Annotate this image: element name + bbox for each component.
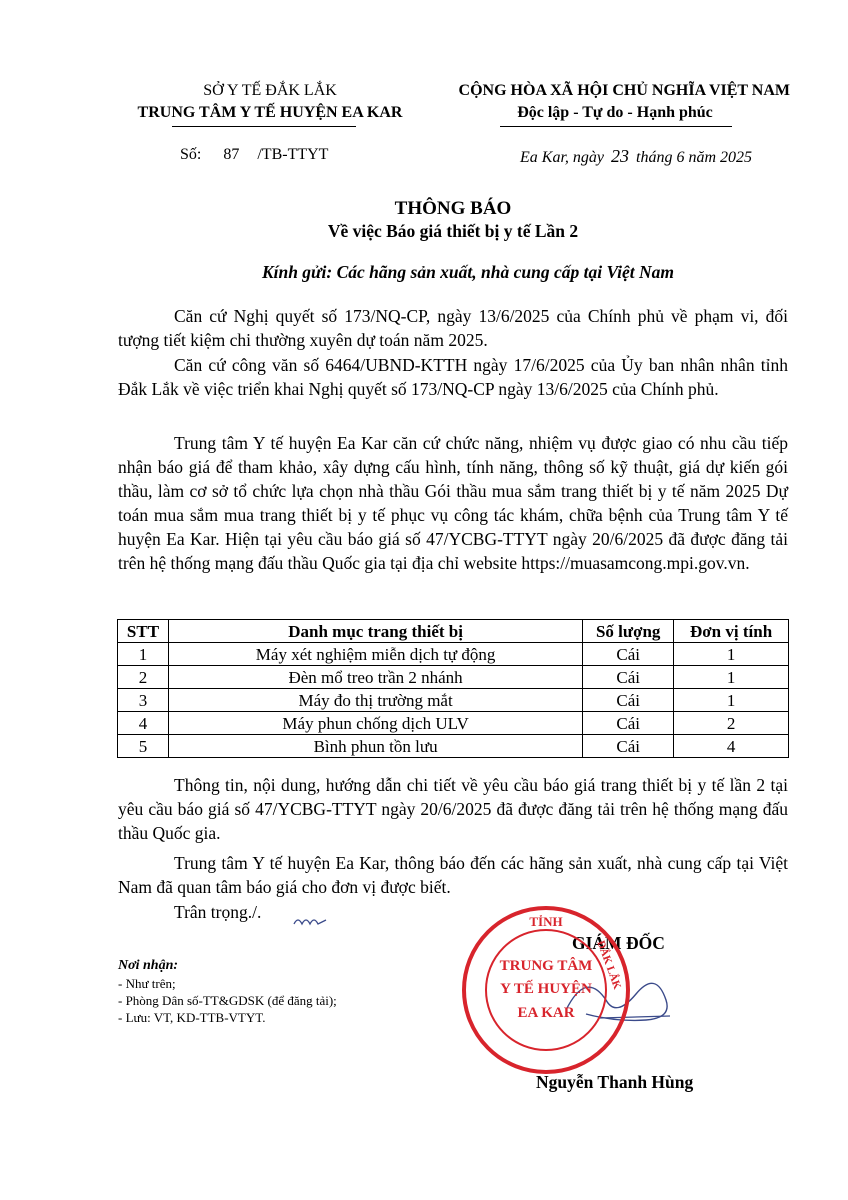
date-prefix: Ea Kar, ngày [520,149,604,166]
stamp-text-top: TỈNH [529,914,563,929]
number-value: 87 [223,146,240,163]
cell-item: Máy xét nghiệm miễn dịch tự động [168,643,582,666]
cell-item: Đèn mổ treo trần 2 nhánh [168,666,582,689]
stamp-text-line1: TRUNG TÂM [499,958,593,974]
equipment-table [117,619,789,758]
stamp-text-side: ĐẮK LẮK [594,938,624,992]
recipient-item: - Lưu: VT, KD-TTB-VTYT. [118,1010,266,1025]
cell-qty: Cái [583,735,674,758]
number-prefix: Số: [180,146,202,163]
closing-line: Trân trọng./. [174,902,262,922]
agency-parent: SỞ Y TẾ ĐẮK LẮK [203,82,337,99]
table-row [118,666,789,689]
cell-unit: 1 [674,666,789,689]
date-rest: tháng 6 năm 2025 [636,149,752,166]
cell-unit: 1 [674,689,789,712]
recipient-line: Kính gửi: Các hãng sản xuất, nhà cung cấp tại Việt Nam [261,262,675,282]
recipient-item: - Phòng Dân số-TT&GDSK (để đăng tải); [118,993,337,1008]
table-row [118,689,789,712]
col-qty: Số lượng [583,620,674,643]
agency-underline [172,126,356,127]
document-number [180,146,328,164]
agency-name: TRUNG TÂM Y TẾ HUYỆN EA KAR [137,104,403,121]
paragraph-5: Trung tâm Y tế huyện Ea Kar, thông báo đến các hãng sản xuất, nhà cung cấp tại Việt Nam đã quan tâm báo giá cho đơn vị được biết. [118,853,788,897]
paragraph-1: Căn cứ Nghị quyết số 173/NQ-CP, ngày 13/6/2025 của Chính phủ về phạm vi, đối tượng tiết kiệm chi thường xuyên dự toán năm 2025. [118,306,788,350]
official-stamp [456,900,636,1080]
doc-subtitle: Về việc Báo giá thiết bị y tế Lần 2 [327,221,579,241]
table-header-row [118,620,789,643]
stamp-text-line3: EA KAR [517,1005,575,1021]
cell-stt: 4 [118,712,169,735]
table-row [118,735,789,758]
cell-item: Bình phun tồn lưu [168,735,582,758]
signer-position: GIÁM ĐỐC [572,933,665,953]
table-row [118,643,789,666]
date-day: 23 [611,146,629,166]
doc-title: THÔNG BÁO [394,198,512,219]
document-date [520,146,752,167]
cell-stt: 5 [118,735,169,758]
stamp-text-line2: Y TẾ HUYỆN [500,981,592,997]
cell-item: Máy phun chống dịch ULV [168,712,582,735]
cell-unit: 1 [674,643,789,666]
col-stt: STT [118,620,169,643]
table-row [118,712,789,735]
recipient-item: - Như trên; [118,976,176,991]
motto-underline [500,126,732,127]
col-unit: Đơn vị tính [674,620,789,643]
cell-qty: Cái [583,643,674,666]
col-item: Danh mục trang thiết bị [168,620,582,643]
cell-stt: 2 [118,666,169,689]
recipients-title: Nơi nhận: [118,958,179,973]
cell-stt: 1 [118,643,169,666]
cell-qty: Cái [583,666,674,689]
cell-unit: 4 [674,735,789,758]
signer-name: Nguyễn Thanh Hùng [536,1072,694,1092]
initials-mark [290,910,330,930]
cell-stt: 3 [118,689,169,712]
national-title: CỘNG HÒA XÃ HỘI CHỦ NGHĨA VIỆT NAM [458,82,790,99]
cell-unit: 2 [674,712,789,735]
cell-item: Máy đo thị trường mắt [168,689,582,712]
paragraph-4: Thông tin, nội dung, hướng dẫn chi tiết về yêu cầu báo giá trang thiết bị y tế lần 2 tại yêu cầu báo giá số 47/YCBG-TTYT ngày 20/6/2025 đã được đăng tải trên hệ thống mạng đấu thầu Quốc gia. [118,775,788,843]
paragraph-2: Căn cứ công văn số 6464/UBND-KTTH ngày 17/6/2025 của Ủy ban nhân nhân tỉnh Đắk Lắk về việc triển khai Nghị quyết số 173/NQ-CP ngày 13/6/2025 của Chính phủ. [118,355,788,399]
national-motto: Độc lập - Tự do - Hạnh phúc [517,104,713,121]
paragraph-3: Trung tâm Y tế huyện Ea Kar căn cứ chức năng, nhiệm vụ được giao có nhu cầu tiếp nhận báo giá để tham khảo, xây dựng cấu hình, tính năng, thông số kỹ thuật, giá dự kiến gói thầu, làm cơ sở tổ chức lựa chọn nhà thầu Gói thầu mua sắm trang thiết bị y tế năm 2025 Dự toán mua sắm mua trang thiết bị y tế phục vụ công tác khám, chữa bệnh của Trung tâm Y tế huyện Ea Kar. Hiện tại yêu cầu báo giá số 47/YCBG-TTYT ngày 20/6/2025 đã được đăng tải trên hệ thống mạng đấu thầu Quốc gia tại địa chỉ website https://muasamcong.mpi.gov.vn. [118,433,788,573]
cell-qty: Cái [583,689,674,712]
number-suffix: /TB-TTYT [257,146,329,163]
cell-qty: Cái [583,712,674,735]
